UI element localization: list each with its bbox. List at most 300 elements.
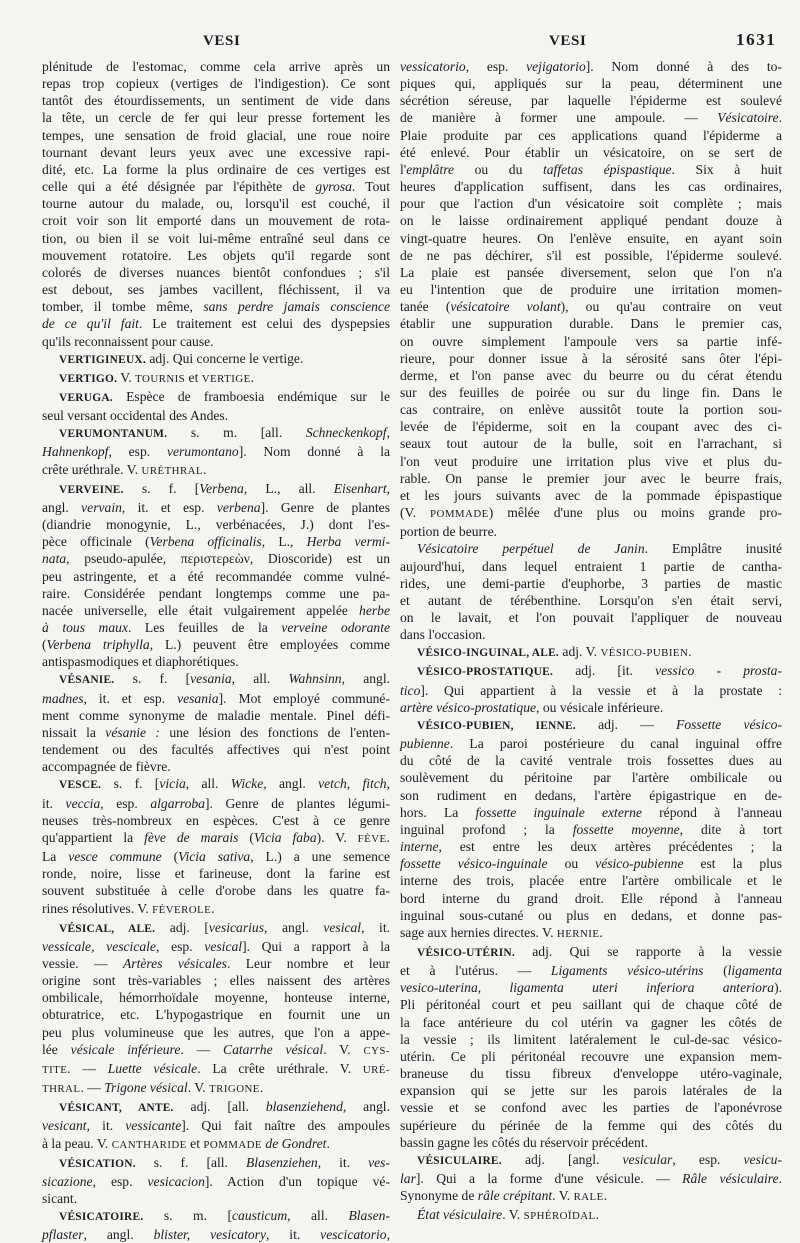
text-run: obturatrice, etc. L'hypogastrique en fournit une un [42, 1007, 390, 1023]
text-line [42, 568, 390, 585]
italic-text: Fossette vésico- [676, 716, 782, 732]
italic-text: vervain [81, 499, 122, 515]
text-run: hors. La [400, 804, 476, 820]
italic-text: blasenziehend [265, 1099, 343, 1115]
italic-text: fossette moyenne [572, 821, 680, 837]
italic-text: vessicatorio [400, 59, 466, 74]
text-run: ronde, noire, lisse et farineuse, dont la farine est [42, 866, 390, 882]
text-line [400, 333, 782, 350]
text-run: s. f. [ [114, 671, 191, 687]
text-line [42, 724, 390, 741]
text-line [400, 435, 782, 452]
text-run: rieure, pour donner issue à la sérosité sans ôter l'épi- [400, 350, 782, 366]
text-line [400, 247, 782, 264]
text-run: souvent substituée à celle d'orobe dans les quatre fa- [42, 883, 390, 899]
text-line [42, 1117, 390, 1134]
italic-text: État vésiculaire [417, 1207, 503, 1223]
text-run: inguinal profond ; la [400, 821, 573, 837]
italic-text: nata [42, 551, 67, 567]
text-run: ( [161, 849, 179, 865]
text-line [400, 523, 782, 540]
text-run: , angl. [263, 776, 319, 792]
text-line [42, 443, 390, 460]
italic-text: vesico-uterina, ligamenta uteri inferiora anteriora [400, 980, 775, 996]
text-run: été enlevé. Pour établir un vésicatoire, on se sert de [400, 144, 782, 160]
italic-text: lar [400, 1171, 416, 1186]
text-line [42, 636, 390, 653]
cross-reference: RALE [573, 1191, 604, 1204]
italic-text: Vicia faba [253, 829, 317, 845]
right-text-column [400, 58, 782, 1225]
text-line [400, 161, 782, 178]
italic-text: sicazione [42, 1173, 93, 1189]
italic-text: Wahnsinn [288, 671, 342, 687]
italic-text: vesicarius [208, 919, 265, 935]
italic-text: fève de marais [144, 829, 239, 845]
text-line [42, 938, 390, 955]
text-run: et autant de térébenthine. Lorsqu'on s'en était servi, [400, 592, 782, 608]
entry-paragraph [400, 1206, 782, 1225]
text-run: ( [238, 829, 254, 845]
text-run: . [595, 1207, 600, 1223]
text-run: ment comme synonyme de maladie mentale. Pinel défi- [42, 707, 390, 723]
text-run: . Six à huit [671, 161, 782, 177]
text-run: la face antérieure du col utérin va gagner les côtés de [400, 1014, 782, 1030]
italic-text: verveine odorante [281, 620, 391, 635]
italic-text: vesical [204, 938, 243, 954]
text-line [400, 643, 782, 662]
italic-text: Artères vésicales [122, 955, 227, 971]
text-run: , esp. [155, 938, 205, 954]
text-run: vessie et se confond avec les parties de l'aponévrose [400, 1100, 782, 1116]
text-run: et [186, 1135, 204, 1151]
text-run: . Tout [351, 179, 390, 195]
text-line [400, 470, 782, 487]
text-line [42, 161, 390, 178]
text-run: ]. Qui a rapport à la [242, 938, 391, 954]
italic-text: vésicatoire volant [450, 299, 561, 315]
text-run: s. f. [ [123, 480, 200, 496]
text-run: dité, etc. La forme la plus ordinaire de ces vertiges est [42, 161, 390, 177]
text-line [42, 480, 390, 499]
text-run: Synonyme de [400, 1188, 478, 1204]
text-run: derme, et l'on panse avec du beurre ou du cérat étendu [400, 367, 782, 383]
text-run: , esp. [465, 59, 527, 74]
text-run: bassin gagne les côtés du réservoir précédent. [400, 1134, 648, 1150]
text-run: tournant devant leurs yeux avec une excessive rapi- [42, 144, 390, 160]
text-line [400, 855, 782, 872]
text-line [42, 602, 390, 619]
text-line [400, 924, 782, 943]
text-run: . [259, 1080, 264, 1096]
cross-reference: URÉ- [362, 1063, 390, 1076]
italic-text: de ce qu'il fait [42, 316, 139, 332]
text-run: interne des trois, placée entre l'artère ombilicale et le [400, 873, 782, 889]
text-run: angl. [42, 499, 82, 515]
text-line [400, 592, 782, 609]
italic-text: vessicante [125, 1118, 182, 1134]
text-run: , ou vésicale inférieure. [536, 699, 664, 715]
text-run: aujourd'hui, dans lequel entraient 1 partie de cantha- [400, 558, 782, 574]
text-run: vessie. — [42, 955, 123, 971]
text-line [400, 75, 782, 92]
text-run: rides, une demi-partie d'euphorbe, 3 parties de mastic [400, 575, 782, 591]
text-line [42, 1226, 390, 1243]
text-run: , esp. [100, 795, 151, 811]
text-run: , all. [287, 1208, 349, 1224]
text-run: rines résolutives. V. [42, 900, 153, 916]
text-run: ou du [454, 161, 543, 177]
cross-reference: SPHÉROÏDAL [523, 1210, 596, 1223]
text-run: seaux tout autour de la bulle, soit en l'arrachant, si [400, 436, 782, 452]
italic-text: vetch, fitch [318, 776, 387, 792]
italic-text: emplâtre [406, 161, 455, 177]
text-run: dans l'occasion. [400, 627, 486, 643]
entry-headword: VÉSICO-UTÉRIN. [417, 946, 515, 959]
text-run: ]. Qui a la forme d'une vésicule. — [415, 1171, 683, 1186]
text-run: ( [703, 963, 728, 979]
text-line [42, 919, 390, 938]
italic-text: vicia [159, 776, 186, 792]
italic-text: algarroba [150, 795, 205, 811]
text-run: tanée ( [400, 299, 451, 315]
italic-text: vescicatorio [320, 1227, 387, 1243]
text-run: . [599, 924, 603, 940]
text-line [42, 499, 390, 516]
text-line [400, 872, 782, 889]
text-run: à la peau. V. [42, 1135, 112, 1151]
text-run: adj. V. [559, 644, 601, 660]
italic-text: Râle vésiculaire [682, 1171, 779, 1186]
text-run: . V. [502, 1207, 524, 1223]
text-run: la tête, un cercle de fer qui leur presse fortement les [42, 110, 390, 126]
text-line [42, 795, 390, 812]
text-run: . [250, 369, 255, 385]
entry-paragraph [42, 424, 390, 479]
italic-text: tico [400, 682, 421, 698]
text-run: . [203, 461, 207, 477]
text-run: raire. Considérée pendant longtemps comme une pa- [42, 585, 390, 601]
text-run: lée [42, 1041, 71, 1057]
text-line [42, 533, 390, 550]
text-run: La [42, 849, 69, 865]
text-run: répond à l'anneau [641, 804, 782, 820]
italic-text: vesicacion [147, 1173, 205, 1189]
text-run: tantôt des étourdissements, un sentiment de vide dans [42, 93, 390, 109]
text-line [400, 384, 782, 401]
italic-text: causticum [232, 1208, 288, 1224]
text-run: inguinal sous-cutané ou plus en dedans, et donne pas- [400, 907, 782, 923]
text-line [42, 670, 390, 689]
cross-reference: VÉSICO-PUBIEN [600, 647, 689, 660]
text-line [400, 453, 782, 470]
text-run: , est entre les deux artères précédentes ; la [438, 839, 782, 855]
text-run: croit voir son lit emporté dans un mouvement de rota- [42, 213, 390, 229]
cross-reference: FÉVEROLE [152, 903, 212, 916]
text-run: ]. Mot employé communé- [218, 690, 390, 706]
italic-text: Blasenziehen [245, 1154, 318, 1170]
entry-paragraph [42, 1154, 390, 1207]
text-run: , dite à tort [679, 821, 783, 837]
cross-reference: TRIGONE [209, 1083, 260, 1096]
italic-text: pubienne [400, 736, 450, 752]
text-line [42, 516, 390, 533]
text-run: on le lavait, et l'on pouvait l'appliquer de nouveau [400, 610, 782, 625]
entry-paragraph [42, 775, 390, 918]
italic-text: Wicke [230, 776, 264, 792]
text-line [400, 1065, 782, 1082]
text-run: celle qui a été désignée par l'épithète de [42, 179, 316, 195]
text-line [42, 707, 390, 724]
text-line [42, 1024, 390, 1041]
text-run: , it. [361, 919, 391, 935]
text-line [42, 1079, 390, 1098]
text-run: . [211, 900, 215, 916]
text-line [42, 1173, 390, 1190]
cross-reference: CANTHARIDE [111, 1138, 187, 1151]
text-line [400, 1117, 782, 1134]
text-line [42, 92, 390, 109]
text-line [400, 1170, 782, 1187]
entry-paragraph [42, 388, 390, 424]
text-run: ]. Qui fait naître des ampoules [181, 1118, 390, 1134]
text-run: accompagnée de fièvre. [42, 759, 171, 775]
text-run: Plaie produite par ces applications quand l'épiderme a [400, 127, 782, 143]
text-line [400, 1151, 782, 1170]
text-run: peu astringente, et a été recommandée comme vulné- [42, 568, 390, 584]
text-run: de ne pas déchirer, s'il est possible, l'épiderme soulevé. [400, 247, 782, 263]
text-line [400, 58, 782, 75]
entry-paragraph [400, 643, 782, 662]
text-run: La plaie est pansée diversement, selon que l'on n'a [400, 264, 782, 280]
italic-text: à tous maux [42, 620, 128, 635]
text-line [400, 1206, 782, 1225]
text-run: braneuse du tissu fibreux d'enveloppe utéro-vaginale, [400, 1066, 782, 1082]
text-run: (V. [400, 505, 431, 521]
italic-text: madnes [42, 690, 84, 706]
text-run: , L., [261, 534, 307, 550]
text-run: sur des feuilles de poirée ou sur du linge fin. Dans le [400, 384, 782, 400]
text-line [400, 838, 782, 855]
text-run: bord interne du grand droit. Elle répond à l'anneau [400, 890, 782, 906]
entry-headword: VÉSICO-PUBIEN, IENNE. [417, 719, 576, 732]
text-run: ]. Genre de plantes [260, 499, 391, 515]
text-run: sicant. [42, 1191, 78, 1206]
text-run: , angl. [264, 919, 324, 935]
text-run: . Leur nombre et leur [226, 955, 391, 971]
text-line [42, 333, 390, 350]
text-line [400, 504, 782, 523]
italic-text: vesical [323, 919, 362, 935]
text-run: et à l'utérus. — [400, 963, 551, 979]
text-line [42, 144, 390, 161]
italic-text: Verbena triphylla [46, 637, 150, 653]
text-run: mouvement rotatoire. Les objets qu'il regarde sont [42, 247, 390, 263]
cross-reference: URÉTHRAL [141, 464, 204, 477]
italic-text: Luette vésicale [107, 1060, 198, 1076]
text-line [400, 996, 782, 1013]
text-run: l' [400, 161, 407, 177]
text-line [400, 195, 782, 212]
italic-text: sans perdre jamais conscience [203, 299, 390, 315]
italic-text: veccia [65, 795, 101, 811]
italic-text: vessico - prosta- [655, 663, 782, 679]
text-run: levée de l'épiderme, soit en la coupant avec des ci- [400, 419, 782, 435]
text-run: , it. [317, 1154, 369, 1170]
text-line [400, 109, 782, 126]
text-run: adj. [ [155, 919, 209, 935]
text-line [42, 585, 390, 602]
text-run: , [386, 776, 391, 792]
text-run: , it. [265, 1227, 321, 1243]
text-line [400, 127, 782, 144]
text-line [400, 1082, 782, 1099]
text-run: . La paroi postérieure du canal inguinal offre [449, 736, 782, 752]
entry-headword: VESCE. [59, 779, 102, 792]
italic-text: pflaster [42, 1227, 84, 1243]
text-line [400, 821, 782, 838]
text-run: supérieure du périnée de la femme qui des côtés du [400, 1117, 782, 1133]
text-line [42, 550, 390, 567]
text-run: qu'appartient la [42, 829, 145, 845]
italic-text: interne [400, 839, 439, 855]
text-line [42, 350, 390, 369]
text-run: (diandrie monogynie, L., verbénacées, J.) dont l'es- [42, 517, 390, 533]
text-line [42, 758, 390, 775]
text-line [42, 424, 390, 443]
text-line [400, 418, 782, 435]
text-line [400, 1134, 782, 1151]
text-run: ombilicale, hémorrhoïdale moyenne, honteuse interne, [42, 990, 390, 1006]
text-line [42, 178, 390, 195]
text-line [42, 127, 390, 144]
italic-text: vésicale inférieure [70, 1041, 181, 1057]
entry-headword: VÉSANIE. [59, 674, 115, 687]
entry-headword: VERTIGO. [59, 372, 118, 385]
entry-paragraph [42, 670, 390, 775]
italic-text: Trigone vésical [104, 1080, 188, 1096]
text-run: , esp. [108, 444, 167, 460]
text-line [400, 1187, 782, 1206]
text-line [400, 264, 782, 281]
text-run: vingt-quatre heures. On l'enlève ensuite, en ayant soin [400, 230, 782, 246]
text-run: antispasmodiques et diaphorétiques. [42, 654, 239, 670]
text-line [400, 1014, 782, 1031]
text-run: tourne autour du malade, ou, lorsqu'il est couché, il [42, 196, 390, 212]
cross-reference: TITE [42, 1063, 68, 1076]
text-line [42, 848, 390, 865]
text-run: colorés de diverses nuances bientôt confondues ; s'il [42, 264, 390, 280]
italic-text: Ligaments vésico-utérins [550, 963, 704, 979]
italic-text: fossette vésico-inguinale [400, 856, 548, 872]
text-run: ]. Genre de plantes légumi- [204, 795, 391, 811]
entry-paragraph [42, 369, 390, 388]
text-run: est la plus [683, 856, 782, 872]
text-line [42, 1207, 390, 1226]
text-run: , L.) peuvent être employées comme [149, 637, 390, 653]
text-run: . V. [187, 1080, 210, 1096]
cross-reference: POMMADE [430, 508, 489, 521]
italic-text: Blasen- [348, 1208, 390, 1224]
text-run: . Les feuilles de la [127, 620, 282, 635]
text-run: , it. et esp. [83, 690, 178, 706]
text-run: tempes, une sensation de froid glacial, une roue noire [42, 127, 390, 143]
text-run: . V. [323, 1041, 364, 1057]
text-run: peu plus volumineuse que les autres, que l'on a appe- [42, 1024, 390, 1040]
text-run: plénitude de l'estomac, comme cela arrive après un [42, 59, 390, 74]
entry-paragraph [400, 58, 782, 540]
text-run: est debout, ses jambes vacillent, fléchissent, il va [42, 282, 390, 298]
text-run: , [386, 425, 390, 441]
text-line [42, 264, 390, 281]
text-run: du côté de la cavité ventrale trois fossettes dues au [400, 753, 782, 769]
text-run: . [326, 1135, 330, 1151]
italic-text: herbe [359, 602, 390, 618]
text-line [400, 787, 782, 804]
text-line [42, 1190, 390, 1207]
text-line [42, 461, 390, 480]
italic-text: de Gondret [265, 1135, 327, 1151]
text-run: . — [80, 1080, 105, 1096]
entry-headword: VÉSICULAIRE. [417, 1154, 502, 1167]
italic-text: Verbena officinalis [149, 534, 262, 550]
text-run: nacée universelle, elle était vulgairement appelée [42, 602, 360, 618]
entry-paragraph [42, 350, 390, 369]
text-run: ]. Nom donné à la [238, 444, 391, 460]
text-line [400, 943, 782, 962]
text-line [42, 407, 390, 424]
text-line [400, 1048, 782, 1065]
text-line [42, 690, 390, 707]
text-run: sécrétion séreuse, par laquelle l'épiderme est soulevé [400, 93, 782, 109]
text-run: pèce officinale ( [42, 534, 150, 550]
text-run: s. f. [all. [135, 1154, 246, 1170]
italic-text: vésanie : [105, 724, 160, 740]
cross-reference: FÈVE [357, 832, 387, 845]
italic-text: ligamenta [727, 963, 782, 979]
entry-headword: VÉSICAL, ALE. [59, 922, 156, 935]
text-run: adj. [angl. [501, 1151, 623, 1167]
text-run: ) mêlée d'une plus ou moins grande pro- [488, 505, 783, 521]
text-run: rable. On panse le premier jour avec le beurre frais, [400, 470, 782, 486]
italic-text: vesce commune [68, 849, 162, 865]
text-run: ]. Nom donné à des to- [585, 59, 782, 74]
text-line [400, 230, 782, 247]
text-run: ]. Qui appartient à la vessie et à la prostate : [420, 682, 782, 698]
entry-headword: VÉSICO-INGUINAL, ALE. [417, 647, 560, 660]
text-line [400, 609, 782, 626]
text-run: la vessie ; ils limitent latéralement le cul-de-sac vésico- [400, 1031, 782, 1047]
entry-paragraph [42, 1098, 390, 1153]
text-line [42, 1041, 390, 1060]
text-line [42, 741, 390, 758]
text-line [400, 890, 782, 907]
text-run: , L.) a une semence [250, 849, 390, 865]
italic-text: Eisenhart [333, 480, 387, 496]
italic-text: blister, vesicatory [153, 1227, 266, 1243]
italic-text: ves- [368, 1154, 390, 1170]
entry-paragraph [42, 480, 390, 671]
entry-headword: VÉSICATOIRE. [59, 1211, 144, 1224]
text-run: et [185, 369, 202, 385]
text-run: , [386, 480, 391, 496]
italic-text: gyrosa [315, 179, 352, 195]
text-line [400, 401, 782, 418]
entry-paragraph [400, 1151, 782, 1206]
text-line [400, 979, 782, 996]
entry-paragraph [400, 540, 782, 643]
italic-text: Schneckenkopf [305, 425, 387, 441]
